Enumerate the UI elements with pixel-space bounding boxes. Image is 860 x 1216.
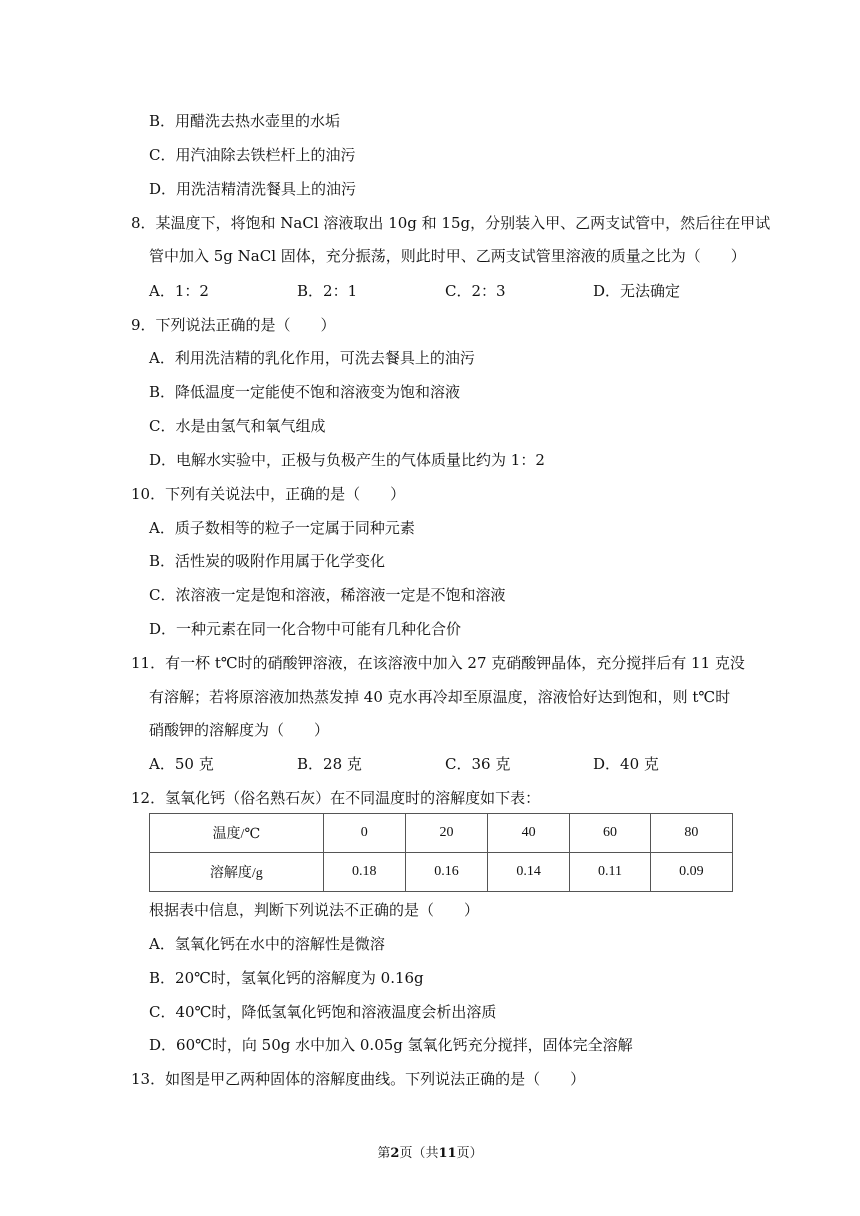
total-pages: 11 <box>438 1146 457 1161</box>
q12-option-b: B．20℃时，氢氧化钙的溶解度为 0.16g <box>149 969 424 987</box>
q8-option-a: A．1：2 <box>149 282 209 300</box>
q11-option-b: B．28 克 <box>297 755 362 773</box>
question-13-stem: 13．如图是甲乙两种固体的溶解度曲线。下列说法正确的是（ ） <box>131 1070 586 1088</box>
table-cell: 0.11 <box>570 853 651 892</box>
q11-option-a: A．50 克 <box>149 755 214 773</box>
question-11-line2: 有溶解；若将原溶液加热蒸发掉 40 克水再冷却至原温度，溶液恰好达到饱和，则 t℃时 <box>149 688 731 706</box>
footer-suffix: 页） <box>456 1146 483 1161</box>
table-cell: 20 <box>405 814 487 853</box>
table-cell: 0.14 <box>488 853 570 892</box>
table-cell: 0.09 <box>650 853 732 892</box>
option-d: D．用洗洁精清洗餐具上的油污 <box>149 180 357 198</box>
table-row <box>150 853 733 892</box>
q10-option-a: A．质子数相等的粒子一定属于同种元素 <box>149 519 415 537</box>
option-b: B．用醋洗去热水壶里的水垢 <box>149 112 341 130</box>
table-cell: 0 <box>323 814 405 853</box>
solubility-table <box>149 813 733 892</box>
footer-middle: 页（共 <box>399 1146 439 1161</box>
table-cell: 60 <box>570 814 651 853</box>
table-cell: 温度/℃ <box>150 814 324 853</box>
question-11-line1: 11．有一杯 t℃时的硝酸钾溶液，在该溶液中加入 27 克硝酸钾晶体，充分搅拌后有 11 克没 <box>131 654 745 672</box>
q9-option-b: B．降低温度一定能使不饱和溶液变为饱和溶液 <box>149 383 461 401</box>
table-cell: 80 <box>650 814 732 853</box>
question-12-prompt: 根据表中信息，判断下列说法不正确的是（ ） <box>149 901 480 919</box>
footer-prefix: 第 <box>377 1146 391 1161</box>
question-12-stem: 12．氢氧化钙（俗名熟石灰）在不同温度时的溶解度如下表： <box>131 789 541 807</box>
q9-option-a: A．利用洗洁精的乳化作用，可洗去餐具上的油污 <box>149 349 475 367</box>
q10-option-b: B．活性炭的吸附作用属于化学变化 <box>149 552 386 570</box>
q12-option-c: C．40℃时，降低氢氧化钙饱和溶液温度会析出溶质 <box>149 1003 497 1021</box>
q9-option-d: D．电解水实验中，正极与负极产生的气体质量比约为 1：2 <box>149 451 545 469</box>
q8-option-d: D．无法确定 <box>593 282 681 300</box>
question-11-line3: 硝酸钾的溶解度为（ ） <box>149 721 330 739</box>
q12-option-d: D．60℃时，向 50g 水中加入 0.05g 氢氧化钙充分搅拌，固体完全溶解 <box>149 1036 633 1054</box>
question-9-stem: 9．下列说法正确的是（ ） <box>131 316 336 334</box>
q8-option-c: C．2：3 <box>445 282 506 300</box>
question-8-line2: 管中加入 5g NaCl 固体，充分振荡，则此时甲、乙两支试管里溶液的质量之比为（ ） <box>149 247 746 265</box>
table-cell: 40 <box>488 814 570 853</box>
option-c: C．用汽油除去铁栏杆上的油污 <box>149 146 356 164</box>
question-8-line1: 8．某温度下，将饱和 NaCl 溶液取出 10g 和 15g，分别装入甲、乙两支试管中，然后往在甲试 <box>131 214 771 232</box>
table-cell: 溶解度/g <box>150 853 324 892</box>
q9-option-c: C．水是由氢气和氧气组成 <box>149 417 326 435</box>
q11-option-c: C．36 克 <box>445 755 511 773</box>
q12-option-a: A．氢氧化钙在水中的溶解性是微溶 <box>149 935 385 953</box>
q8-option-b: B．2：1 <box>297 282 358 300</box>
table-cell: 0.16 <box>405 853 487 892</box>
page-footer <box>0 1142 860 1161</box>
table-row <box>150 814 733 853</box>
table-cell: 0.18 <box>323 853 405 892</box>
q10-option-c: C．浓溶液一定是饱和溶液，稀溶液一定是不饱和溶液 <box>149 586 506 604</box>
question-10-stem: 10．下列有关说法中，正确的是（ ） <box>131 485 406 503</box>
q11-option-d: D．40 克 <box>593 755 659 773</box>
q10-option-d: D．一种元素在同一化合物中可能有几种化合价 <box>149 620 462 638</box>
page-number: 2 <box>390 1146 400 1161</box>
